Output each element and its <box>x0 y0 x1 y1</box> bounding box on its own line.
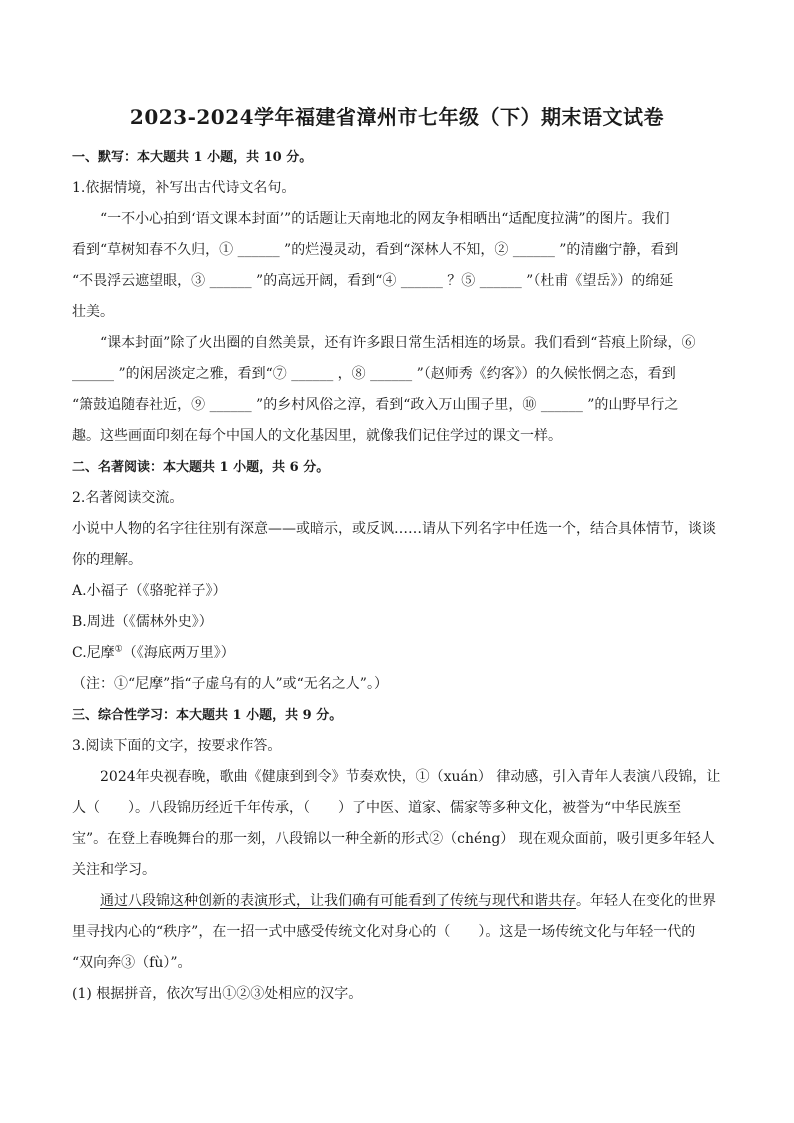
question-3-prompt: 3.阅读下面的文字，按要求作答。 <box>72 738 282 754</box>
exam-content <box>72 142 722 1010</box>
section-heading-2: 二、名著阅读：本大题共 1 小题，共 6 分。 <box>72 460 330 475</box>
q2-option-c <box>72 638 722 669</box>
q1-paragraph-1-line-4: 壮美。 <box>72 304 114 320</box>
q1-paragraph-2-line-3: “箫鼓追随春社近，⑨ ______ ”的乡村风俗之淳，看到“政入万山围子里，⑩ ______ ”的山野早行之 <box>72 397 679 413</box>
page-title: 2023-2024学年福建省漳州市七年级（下）期末语文试卷 <box>129 105 665 129</box>
q3-subquestion-1: (1) 根据拼音，依次写出①②③处相应的汉字。 <box>72 986 363 1002</box>
q2-note: （注：①“尼摩”指“子虚乌有的人”或“无名之人”。） <box>72 676 388 692</box>
q3-paragraph-1-line-4: 关注和学习。 <box>72 862 156 878</box>
q2-option-c-name: C.尼摩 <box>72 645 115 661</box>
q3-paragraph-1-line-2: 人（ ）。八段锦历经近千年传承，（ ）了中医、道家、儒家等多种文化，被誉为“中华民族至 <box>72 800 682 816</box>
q1-paragraph-1-line-3: “不畏浮云遮望眼，③ ______ ”的高远开阔，看到“④ ______ ？⑤ ______ ”（杜甫《望岳》）的绵延 <box>72 273 674 289</box>
q2-option-a: A.小福子（《骆驼祥子》） <box>72 583 227 599</box>
q3-underlined-sentence: 通过八段锦这种创新的表演形式，让我们确有可能看到了传统与现代和谐共存 <box>100 893 576 909</box>
q1-paragraph-2-line-2: ______ ”的闲居淡定之雅，看到“⑦ ______ ，⑧ ______ ”（赵师秀《约客》）的久候怅惘之态，看到 <box>72 366 676 382</box>
q2-text-line-1: 小说中人物的名字往往别有深意——或暗示，或反讽……请从下列名字中任选一个，结合具体情节，谈谈 <box>72 521 716 537</box>
q3-paragraph-2-line-1-rest: 。年轻人在变化的世界 <box>576 893 716 909</box>
q2-option-c-book: （《海底两万里》） <box>122 645 235 661</box>
question-1-prompt: 1.依据情境，补写出古代诗文名句。 <box>72 180 296 196</box>
section-heading-1: 一、默写：本大题共 1 小题，共 10 分。 <box>72 150 313 165</box>
question-2-prompt: 2.名著阅读交流。 <box>72 490 184 506</box>
q1-paragraph-1-line-1: “一不小心拍到‘语文课本封面’”的话题让天南地北的网友争相晒出“适配度拉满”的图片。我们 <box>100 211 670 227</box>
q2-text-line-2: 你的理解。 <box>72 552 142 568</box>
q3-paragraph-2-line-2: 里寻找内心的“秩序”，在一招一式中感受传统文化对身心的（ ）。这是一场传统文化与年轻一代的 <box>72 924 696 940</box>
q1-paragraph-1-line-2: 看到“草树知春不久归，① ______ ”的烂漫灵动，看到“深林人不知，② ______ ”的清幽宁静，看到 <box>72 242 679 258</box>
section-heading-3: 三、综合性学习：本大题共 1 小题，共 9 分。 <box>72 708 343 723</box>
q1-paragraph-2-line-1: “课本封面”除了火出圈的自然美景，还有许多跟日常生活相连的场景。我们看到“苔痕上阶绿，⑥ <box>100 335 696 351</box>
q3-paragraph-2-line-1 <box>72 886 722 917</box>
q3-paragraph-2-line-3: “双向奔③（fù）”。 <box>72 955 192 971</box>
q2-option-b: B.周进（《儒林外史》） <box>72 614 213 630</box>
q2-option-c-footnote-mark: ① <box>114 644 123 655</box>
q3-paragraph-1-line-1: 2024年央视春晚，歌曲《健康到到令》节奏欢快，①（xuán） 律动感，引入青年人表演八段锦，让 <box>100 769 721 785</box>
q3-paragraph-1-line-3: 宝”。在登上春晚舞台的那一刻，八段锦以一种全新的形式②（chéng） 现在观众面前，吸引更多年轻人 <box>72 831 715 847</box>
q1-paragraph-2-line-4: 趣。这些画面印刻在每个中国人的文化基因里，就像我们记住学过的课文一样。 <box>72 428 562 444</box>
